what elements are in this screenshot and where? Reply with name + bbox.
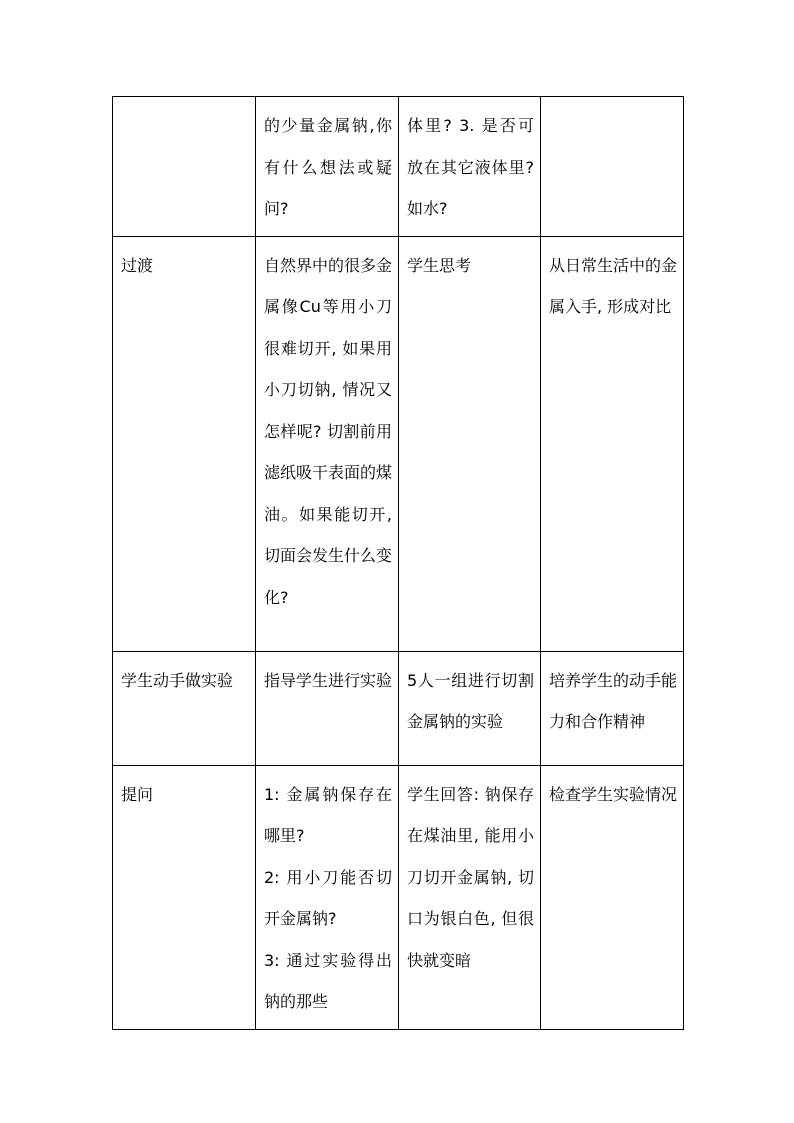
purpose-cell: 从日常生活中的金属入手, 形成对比 [541,236,684,651]
student-activity-cell: 学生思考 [399,236,541,651]
question-item: 3: 通过实验得出钠的那些 [264,950,392,1011]
question-item: 2: 用小刀能否切开金属钠? [264,867,392,928]
teacher-activity-cell [256,765,399,1029]
purpose-cell: 检查学生实验情况 [541,765,684,1029]
student-activity-cell: 学生回答: 钠保存在煤油里, 能用小刀切开金属钠, 切口为银白色, 但很快就变暗 [399,765,541,1029]
teacher-activity-cell: 的少量金属钠,你有什么想法或疑问? [256,97,399,237]
table-row [113,97,684,237]
teacher-activity-cell: 自然界中的很多金属像Cu等用小刀很难切开, 如果用小刀切钠, 情况又怎样呢? 切割前用滤纸吸干表面的煤油。如果能切开, 切面会发生什么变化? [256,236,399,651]
table-row [113,651,684,765]
table-row [113,236,684,651]
stage-cell: 学生动手做实验 [113,651,256,765]
purpose-cell [541,97,684,237]
stage-cell [113,97,256,237]
teacher-activity-cell: 指导学生进行实验 [256,651,399,765]
table-row [113,765,684,1029]
stage-cell: 过渡 [113,236,256,651]
student-activity-cell: 体里? 3. 是否可放在其它液体里? 如水? [399,97,541,237]
lesson-plan-table [112,96,684,1030]
stage-cell: 提问 [113,765,256,1029]
student-activity-cell: 5人一组进行切割金属钠的实验 [399,651,541,765]
purpose-cell: 培养学生的动手能力和合作精神 [541,651,684,765]
question-item: 1: 金属钠保存在哪里? [264,784,392,845]
